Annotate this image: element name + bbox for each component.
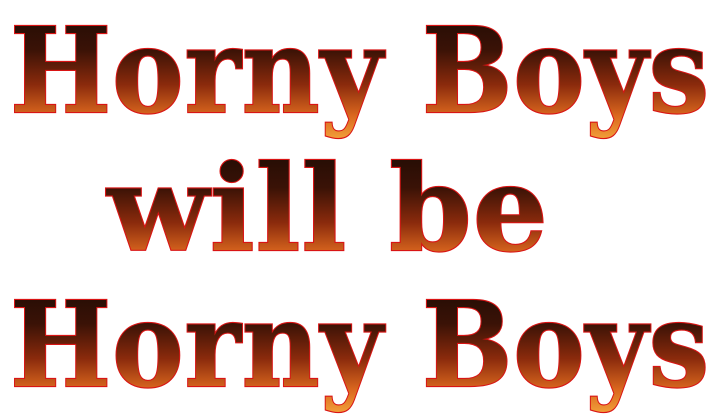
line-2-group bbox=[105, 139, 549, 278]
line-3-group bbox=[10, 275, 710, 414]
line-2-text: will be bbox=[107, 139, 549, 278]
line-1-text: Horny Boys bbox=[10, 1, 710, 140]
line-1-group bbox=[10, 1, 710, 140]
line-3-text: Horny Boys bbox=[10, 275, 710, 414]
